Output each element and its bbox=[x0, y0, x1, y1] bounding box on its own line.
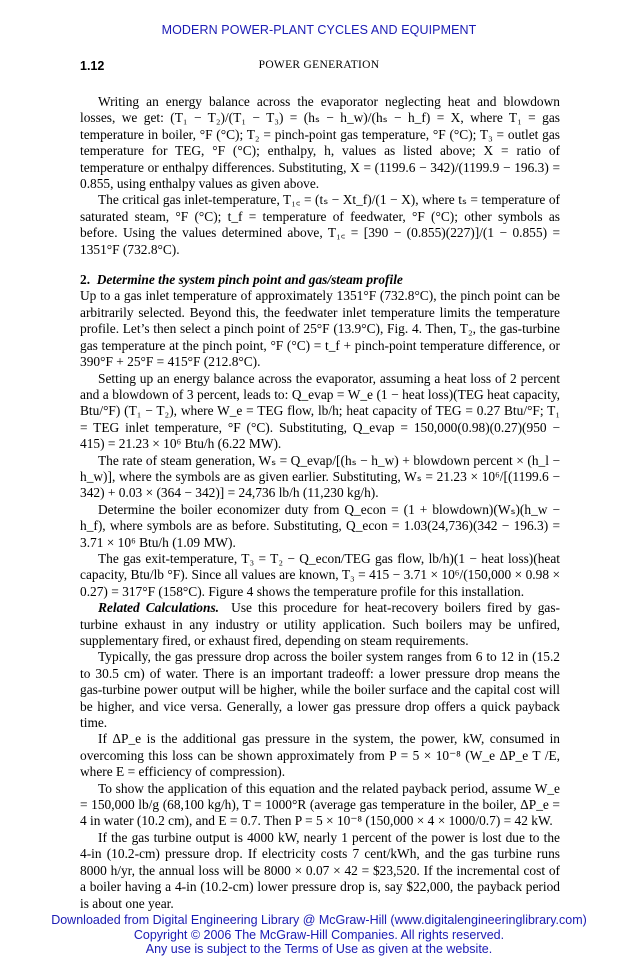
related-calculations-text: Use this procedure for heat-recovery boilers fired by gas-turbine exhaust in any industry or utility application. Such boilers may be unfired, supplementary fired, or exhaust fired, depending on steam requirements. bbox=[80, 600, 560, 648]
paragraph-gas-exit-temperature: The gas exit-temperature, T₃ = T₂ − Q_econ/TEG gas flow, lb/h)(1 − heat loss)(heat capacity, Btu/lb °F). Since all values are known, T₃ = 415 − 3.71 × 10⁶/(150,000 × 0.98 × 0.27) = 317°F (158°C). Figure 4 shows the temperature profile for this installation. bbox=[80, 550, 560, 599]
step-2-title: Determine the system pinch point and gas/steam profile bbox=[96, 272, 403, 288]
paragraph-annual-loss: If the gas turbine output is 4000 kW, nearly 1 percent of the power is lost due to the 4-in (10.2-cm) pressure drop. If electricity costs 7 cent/kWh, and the gas turbine runs 8000 h/yr, the annual loss will be 8000 × 0.07 × 42 = $23,520. If the incremental cost of a boiler having a 4-in (10.2-cm) lower pressure drop is, say $22,000, the payback period is about one year. bbox=[80, 829, 560, 911]
footer-terms-link[interactable]: Any use is subject to the Terms of Use as given at the website. bbox=[145, 942, 493, 956]
paragraph-power-loss-equation: If ΔP_e is the additional gas pressure in the system, the power, kW, consumed in overcoming this loss can be shown approximately from P = 5 × 10⁻⁸ (W_e ΔP_e T /E, where E = efficiency of compression). bbox=[80, 731, 560, 780]
running-header bbox=[80, 59, 558, 77]
footer-copyright: Copyright © 2006 The McGraw-Hill Companies. All rights reserved. bbox=[133, 927, 505, 942]
paragraph-pressure-drop: Typically, the gas pressure drop across the boiler system ranges from 6 to 12 in (15.2 to 30.5 cm) of water. There is an important tradeoff: a lower pressure drop means the gas-turbine power output will be higher, while the boiler surface and the capital cost will be higher, and vice versa. Generally, a lower gas pressure drop offers a quick payback time. bbox=[80, 649, 560, 731]
paragraph-related-calculations bbox=[80, 600, 560, 649]
footer-download-link[interactable]: Downloaded from Digital Engineering Library @ McGraw-Hill (www.digitalengineeringlibrary.com) bbox=[51, 913, 587, 927]
step-2-number: 2. bbox=[80, 272, 91, 288]
related-calculations-label: Related Calculations. bbox=[98, 600, 220, 616]
paragraph-payback-example: To show the application of this equation and the related payback period, assume W_e = 150,000 lb/g (68,100 kg/h), T = 1000°R (average gas temperature in the boiler, ΔP_e = 4 in water (10.2 cm), and E = 0.7. Then P = 5 × 10⁻⁸ (150,000 × 4 × 1000/0.7) = 42 kW. bbox=[80, 780, 560, 829]
page-number: 1.12 bbox=[80, 59, 105, 73]
paragraph-steam-generation: The rate of steam generation, Wₛ = Q_evap/[(hₛ − h_w) + blowdown percent × (h_l − h_w)], where the symbols are as given earlier. Substituting, Wₛ = 21.23 × 10⁶/[(1199.6 − 342) + 0.03 × (364 − 342)] = 24,736 lb/h (11,230 kg/h). bbox=[80, 452, 560, 501]
copyright-footer bbox=[0, 913, 638, 957]
paragraph-economizer-duty: Determine the boiler economizer duty from Q_econ = (1 + blowdown)(Wₛ)(h_w − h_f), where symbols are as before. Substituting, Q_econ = 1.03(24,736)(342 − 196.3) = 3.71 × 10⁶ Btu/h (1.09 MW). bbox=[80, 501, 560, 550]
page-body bbox=[80, 94, 560, 912]
paragraph-critical-temperature: The critical gas inlet-temperature, T₁꜀ = (tₛ − Xt_f)/(1 − X), where tₛ = temperature of saturated steam, °F (°C); t_f = temperature of feedwater, °F (°C); other symbols as before. Using the values determined above, T₁꜀ = [390 − (0.855)(227)]/(1 − 0.855) = 1351°F (732.8°C). bbox=[80, 192, 560, 257]
step-2-heading bbox=[80, 272, 560, 288]
running-title: POWER GENERATION bbox=[258, 59, 380, 71]
paragraph-evaporator-energy: Setting up an energy balance across the evaporator, assuming a heat loss of 2 percent and a blowdown of 3 percent, leads to: Q_evap = W_e (1 − heat loss)(TEG heat capacity, Btu/°F) (T₁ − T₂), where W_e = TEG flow, lb/h; heat capacity of TEG = 0.27 Btu/°F; T₁ = TEG inlet temperature, °F (°C). Substituting, Q_evap = 150,000(0.98)(0.27)(950 − 415) = 21.23 × 10⁶ Btu/h (6.22 MW). bbox=[80, 370, 560, 452]
paragraph-evaporator-balance: Writing an energy balance across the evaporator neglecting heat and blowdown losses, we get: (T₁ − T₂)/(T₁ − T₃) = (hₛ − h_w)/(hₛ − h_f) = X, where T₁ = gas temperature in boiler, °F (°C); T₂ = pinch-point gas temperature, °F (°C); T₃ = outlet gas temperature for TEG, °F (°C); enthalpy, h, values as listed above; X = ratio of temperature or enthalpy differences. Substituting, X = (1199.6 − 342)/(1199.9 − 196.3) = 0.855, using enthalpy values as given above. bbox=[80, 94, 560, 192]
paragraph-pinch-point: Up to a gas inlet temperature of approximately 1351°F (732.8°C), the pinch point can be arbitrarily selected. Beyond this, the feedwater inlet temperature limits the temperature profile. Let’s then select a pinch point of 25°F (13.9°C), Fig. 4. Then, T₂, the gas-turbine gas temperature at the pinch point, °F (°C) = t_f + pinch-point temperature difference, or 390°F + 25°F = 415°F (212.8°C). bbox=[80, 288, 560, 370]
document-banner: MODERN POWER-PLANT CYCLES AND EQUIPMENT bbox=[161, 23, 477, 37]
